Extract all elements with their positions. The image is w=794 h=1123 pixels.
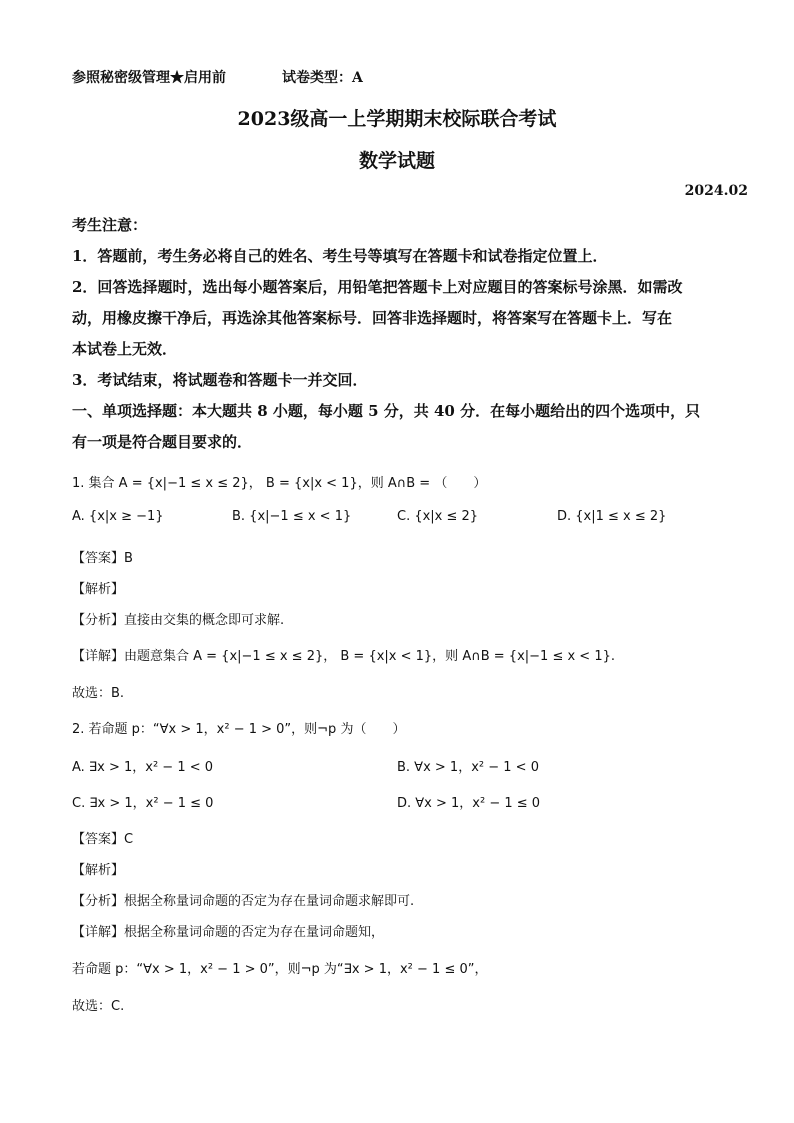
- secret-note: 参照秘密级管理★启用前: [72, 70, 226, 86]
- q1-analysis-tag: 【解析】: [72, 582, 125, 597]
- notice-item-3: 3．考试结束，将试题卷和答题卡一并交回．: [72, 371, 368, 389]
- section-1-line-1: 一、单项选择题：本大题共 8 小题，每小题 5 分，共 40 分．在每小题给出的四个选项中，只: [72, 402, 701, 420]
- q2-option-d: D. ∀x > 1，x² − 1 ≤ 0: [397, 796, 541, 811]
- q1-option-a: A. {x|x ≥ −1}: [72, 509, 164, 524]
- q1-stem: 1. 集合 A = {x|−1 ≤ x ≤ 2}， B = {x|x < 1}，则 A∩B = （ ）: [72, 476, 487, 491]
- q1-detail: 【详解】由题意集合 A = {x|−1 ≤ x ≤ 2}， B = {x|x < 1}，则 A∩B = {x|−1 ≤ x < 1}.: [72, 649, 615, 664]
- paper-type: 试卷类型：A: [282, 70, 363, 86]
- section-1-line-2: 有一项是符合题目要求的．: [72, 433, 253, 451]
- notice-item-1: 1．答题前，考生务必将自己的姓名、考生号等填写在答题卡和试卷指定位置上．: [72, 247, 608, 265]
- q1-fenxi: 【分析】直接由交集的概念即可求解.: [72, 613, 285, 628]
- q2-option-a: A. ∃x > 1，x² − 1 < 0: [72, 760, 214, 775]
- notice-item-2-line-1: 2．回答选择题时，选出每小题答案后，用铅笔把答题卡上对应题目的答案标号涂黑．如需改: [72, 278, 683, 296]
- q2-fenxi: 【分析】根据全称量词命题的否定为存在量词命题求解即可.: [72, 894, 415, 909]
- q1-option-c: C. {x|x ≤ 2}: [397, 509, 479, 524]
- q2-option-c: C. ∃x > 1，x² − 1 ≤ 0: [72, 796, 214, 811]
- subject-title: 数学试题: [358, 150, 435, 172]
- q2-stem: 2. 若命题 p：“∀x > 1，x² − 1 > 0”，则¬p 为（ ）: [72, 722, 406, 737]
- exam-title: 2023级高一上学期期末校际联合考试: [237, 108, 557, 130]
- notice-item-2-line-2: 动，用橡皮擦干净后，再选涂其他答案标号．回答非选择题时，将答案写在答题卡上．写在: [72, 309, 673, 327]
- q1-answer: 【答案】B: [72, 551, 133, 566]
- q2-conclusion: 故选：C.: [72, 999, 125, 1014]
- q2-analysis-tag: 【解析】: [72, 863, 125, 878]
- q1-conclusion: 故选：B.: [72, 686, 125, 701]
- notice-item-2-line-3: 本试卷上无效．: [72, 340, 178, 358]
- q1-option-d: D. {x|1 ≤ x ≤ 2}: [557, 509, 667, 524]
- q2-detail-2: 若命题 p：“∀x > 1，x² − 1 > 0”，则¬p 为“∃x > 1，x² − 1 ≤ 0”，: [72, 962, 488, 977]
- q1-option-b: B. {x|−1 ≤ x < 1}: [232, 509, 352, 524]
- q2-answer: 【答案】C: [72, 832, 134, 847]
- q2-option-b: B. ∀x > 1，x² − 1 < 0: [397, 760, 539, 775]
- notice-heading: 考生注意：: [72, 216, 148, 234]
- exam-date: 2024.02: [684, 183, 748, 199]
- q2-detail: 【详解】根据全称量词命题的否定为存在量词命题知，: [72, 925, 385, 940]
